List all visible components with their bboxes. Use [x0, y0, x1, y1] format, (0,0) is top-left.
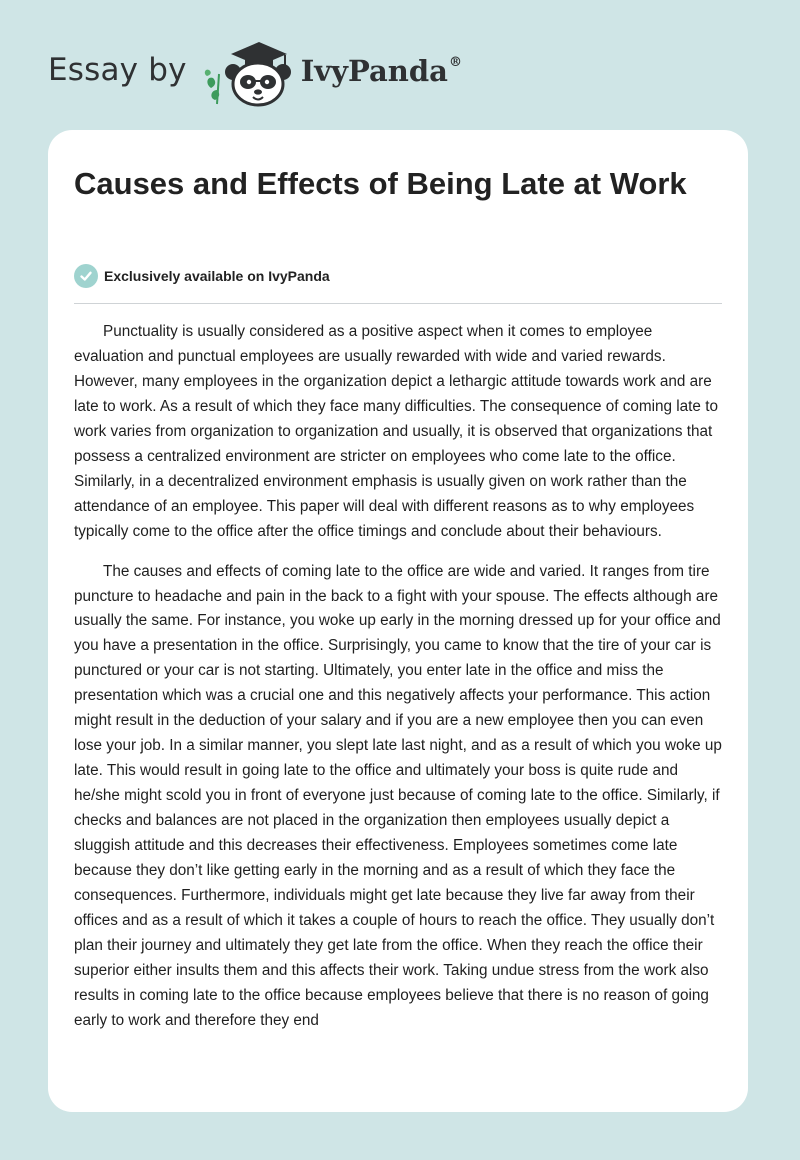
exclusive-badge [74, 264, 330, 288]
panda-graduate-icon[interactable] [203, 38, 295, 108]
paragraph: The causes and effects of coming late to the office are wide and varied. It ranges from tire puncture to headache and pain in the back to a fight with your spouse. The effects although are usually the same. For instance, you woke up early in the morning dressed up for your office and you have a presentation in the office. Surprisingly, you came to know that the tire of your car is punctured or your car is not starting. Ultimately, you enter late in the office and miss the presentation which was a crucial one and this negatively affects your performance. This action might result in the deduction of your salary and if you are a new employee then you can even lose your job. In a similar manner, you slept late last night, and as a result of which you woke up late. This would result in going late to the office and ultimately your boss is quite rude and he/she might scold you in front of everyone just because of coming late to the office. Similarly, if checks and balances are not placed in the organization then employees usually depict a sluggish attitude and this decreases their effectiveness. Employees sometimes come late because they don’t like getting early in the morning and as a result of which they face the consequences. Furthermore, individuals might get late because they live far away from their offices and as a result of which it takes a couple of hours to reach the office. They usually don’t plan their journey and ultimately they get late from the office. When they reach the office their superior either insults them and this affects their work. Taking undue stress from the work also results in coming late to the office because employees believe that there is no reason of going early to work and therefore they end [74, 562, 722, 1029]
check-icon [74, 264, 98, 288]
brand-name: IvyPanda [300, 54, 448, 88]
essay-card [48, 130, 748, 1112]
essay-body [74, 320, 726, 1049]
essay-title: Causes and Effects of Being Late at Work [74, 166, 687, 201]
essay-by-label: Essay by [48, 52, 187, 88]
divider [74, 303, 722, 304]
registered-mark: ® [448, 55, 462, 70]
site-header [48, 38, 462, 108]
brand-logo-text[interactable] [301, 54, 462, 88]
exclusive-badge-label: Exclusively available on IvyPanda [104, 268, 330, 284]
paragraph: Punctuality is usually considered as a positive aspect when it comes to employee evaluation and punctual employees are usually rewarded with wide and varied rewards. However, many employees in the organization depict a lethargic attitude towards work and are late to work. As a result of which they face many difficulties. The consequence of coming late to work varies from organization to organization and usually, it is observed that organizations that possess a centralized environment are stricter on employees who come late to the office. Similarly, in a decentralized environment emphasis is usually given on work rather than the attendance of an employee. This paper will deal with different reasons as to why employees typically come to the office after the office timings and conclude about their behaviours. [74, 323, 718, 540]
